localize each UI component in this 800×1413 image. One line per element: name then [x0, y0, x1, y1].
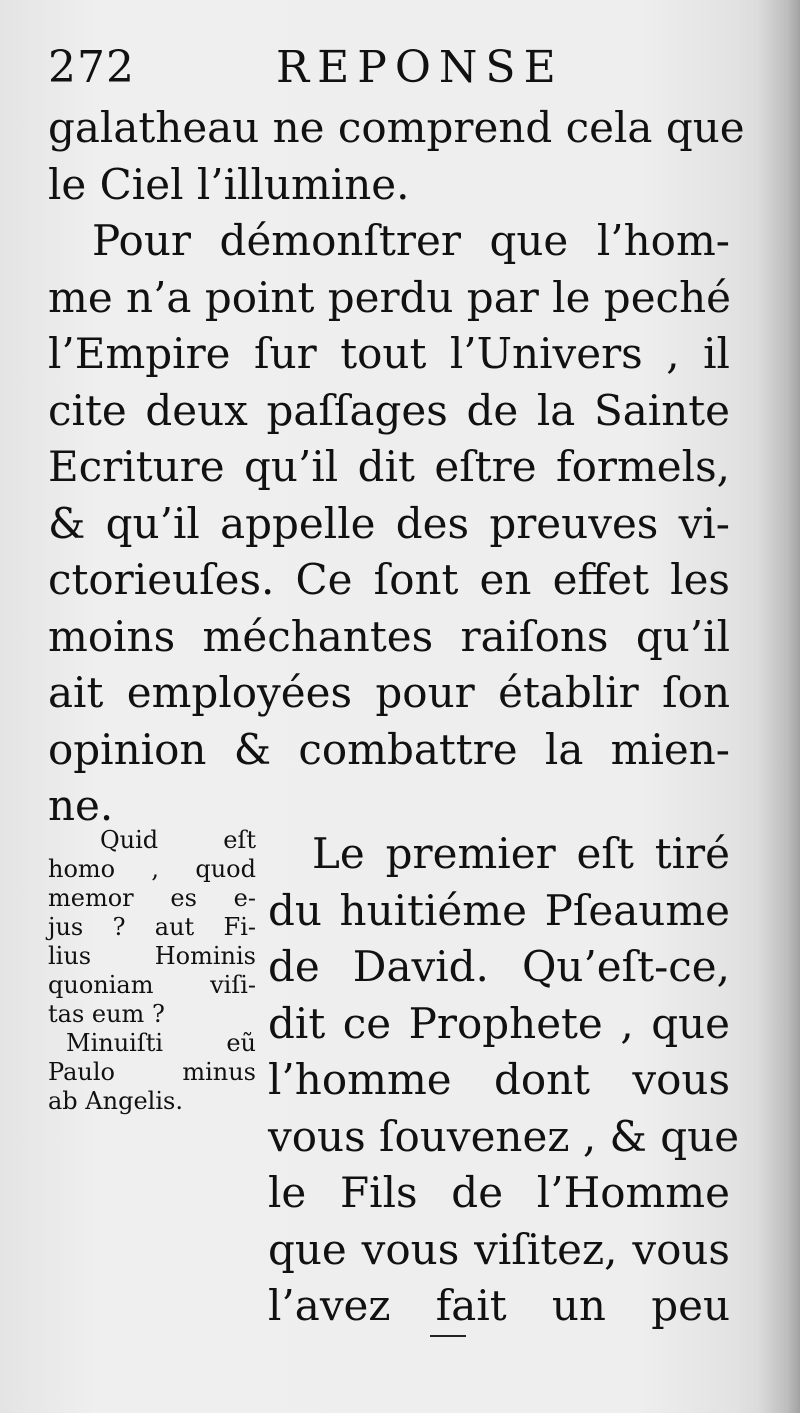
- text-line: cite deux paſſages de la Sainte: [48, 385, 730, 435]
- note-line: memor es e-: [48, 884, 256, 912]
- text-line: Ecriture qu’il dit eſtre formels,: [48, 442, 730, 491]
- text-line: le Ciel l’illumine.: [48, 159, 410, 209]
- text-line: ctorieuſes. Ce ſont en effet les: [48, 555, 730, 604]
- note-line: tas eum ?: [48, 1000, 165, 1028]
- text-line: ne.: [48, 781, 114, 830]
- page-number: 272: [48, 42, 135, 93]
- bottom-ink-mark: [430, 1335, 466, 1337]
- note-line: quoniam viſi-: [48, 971, 256, 999]
- marginal-note: [48, 826, 256, 1116]
- main-paragraph: [48, 100, 745, 835]
- text-line: vous ſouvenez , & que: [268, 1111, 740, 1161]
- text-line: du huitiéme Pſeaume: [268, 885, 730, 935]
- text-line: & qu’il appelle des preuves vi-: [48, 498, 730, 548]
- text-line: ait employées pour établir ſon: [48, 668, 730, 717]
- note-line: Quid eſt: [100, 826, 256, 854]
- text-line: que vous viſitez, vous: [268, 1224, 730, 1274]
- text-line: moins méchantes raiſons qu’il: [48, 611, 730, 661]
- text-line: l’avez fait un peu: [268, 1281, 730, 1330]
- note-line: homo , quod: [48, 855, 256, 883]
- note-line: jus ? aut Fi-: [48, 913, 256, 941]
- text-line: opinion & combattre la mien-: [48, 724, 730, 774]
- side-paragraph: [268, 826, 740, 1335]
- text-line: dit ce Prophete , que: [268, 998, 730, 1048]
- text-line: galatheau ne comprend cela que: [48, 103, 745, 152]
- running-head: REPONSE: [276, 42, 564, 93]
- note-line: Minuiſti eũ: [66, 1029, 256, 1057]
- page-header: [48, 42, 738, 102]
- note-line: Paulo minus: [48, 1058, 256, 1086]
- note-line: ab Angelis.: [48, 1087, 183, 1115]
- text-line: de David. Qu’eſt-ce,: [268, 942, 730, 991]
- text-line: Le premier eſt tiré: [312, 829, 730, 878]
- lower-section: [48, 826, 738, 1346]
- text-line: me n’a point perdu par le peché: [48, 272, 731, 322]
- text-line: l’homme dont vous: [268, 1055, 730, 1104]
- page-gutter-shadow: [758, 0, 800, 1413]
- text-line: l’Empire ſur tout l’Univers , il: [48, 329, 730, 378]
- note-line: lius Hominis: [48, 942, 256, 970]
- text-line: Pour démonſtrer que l’hom-: [92, 216, 730, 265]
- text-line: le Fils de l’Homme: [268, 1168, 730, 1217]
